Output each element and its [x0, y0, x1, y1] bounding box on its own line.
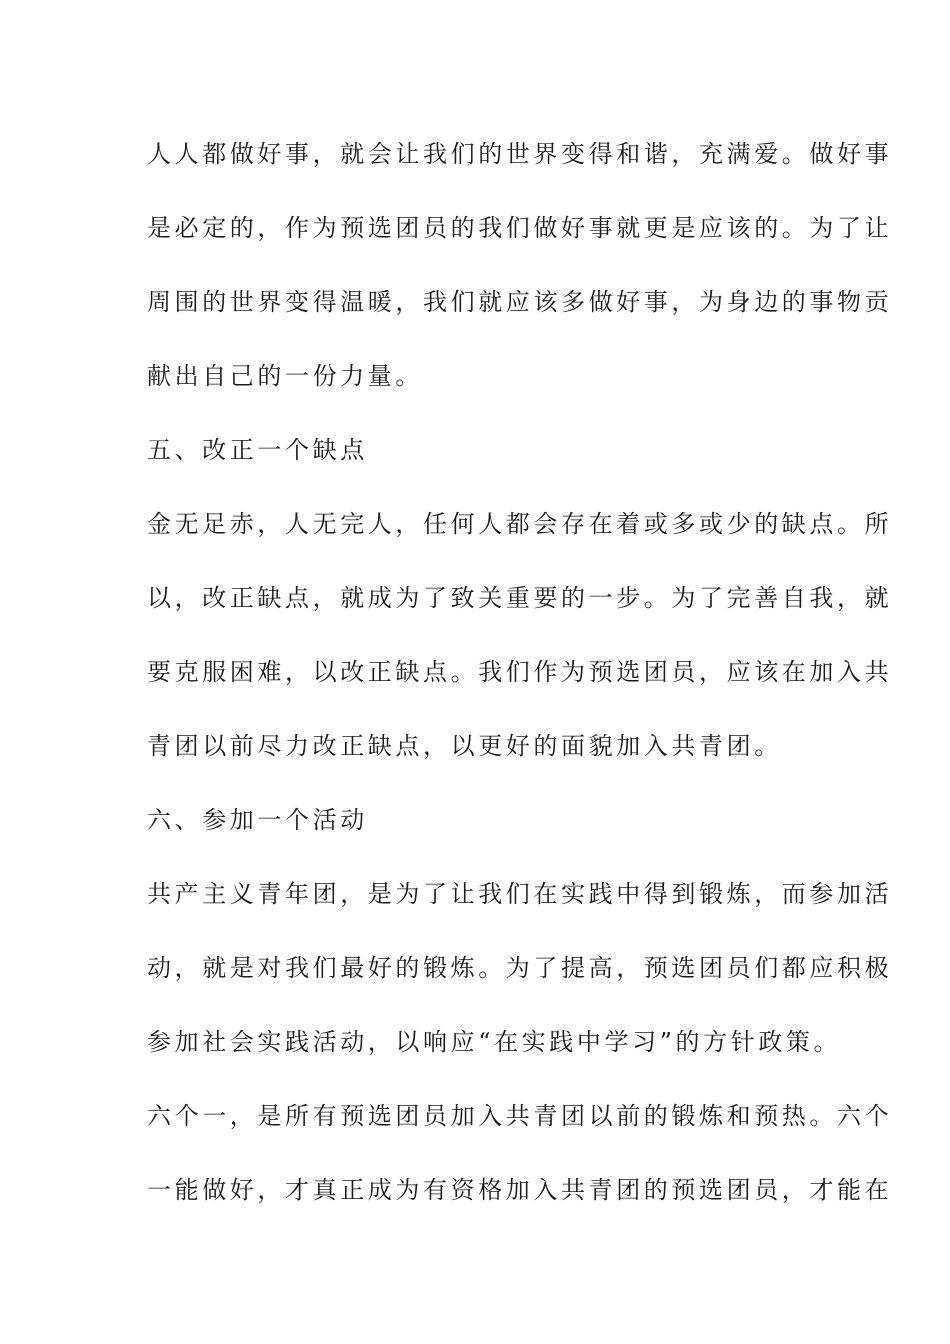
text-line: 献出自己的一份力量。 [147, 362, 423, 390]
text-line: 是必定的，作为预选团员的我们做好事就更是应该的。为了让 [147, 214, 893, 242]
text-line: 一能做好，才真正成为有资格加入共青团的预选团员，才能在 [147, 1176, 893, 1204]
text-line: 金无足赤，人无完人，任何人都会存在着或多或少的缺点。所 [147, 510, 893, 538]
section-heading-5: 五、改正一个缺点 [147, 436, 368, 464]
text-line: 动，就是对我们最好的锻炼。为了提高，预选团员们都应积极 [147, 954, 893, 982]
text-line: 六个一，是所有预选团员加入共青团以前的锻炼和预热。六个 [147, 1102, 893, 1130]
text-line: 人人都做好事，就会让我们的世界变得和谐，充满爱。做好事 [147, 140, 893, 168]
text-line: 共产主义青年团，是为了让我们在实践中得到锻炼，而参加活 [147, 880, 893, 908]
section-heading-6: 六、参加一个活动 [147, 806, 368, 834]
body-text [147, 128, 893, 1238]
text-line: 青团以前尽力改正缺点，以更好的面貌加入共青团。 [147, 732, 782, 760]
text-line: 以，改正缺点，就成为了致关重要的一步。为了完善自我，就 [147, 584, 893, 612]
text-line: 周围的世界变得温暖，我们就应该多做好事，为身边的事物贡 [147, 288, 893, 316]
text-line: 参加社会实践活动，以响应“在实践中学习”的方针政策。 [147, 1028, 842, 1056]
text-line: 要克服困难，以改正缺点。我们作为预选团员，应该在加入共 [147, 658, 893, 686]
